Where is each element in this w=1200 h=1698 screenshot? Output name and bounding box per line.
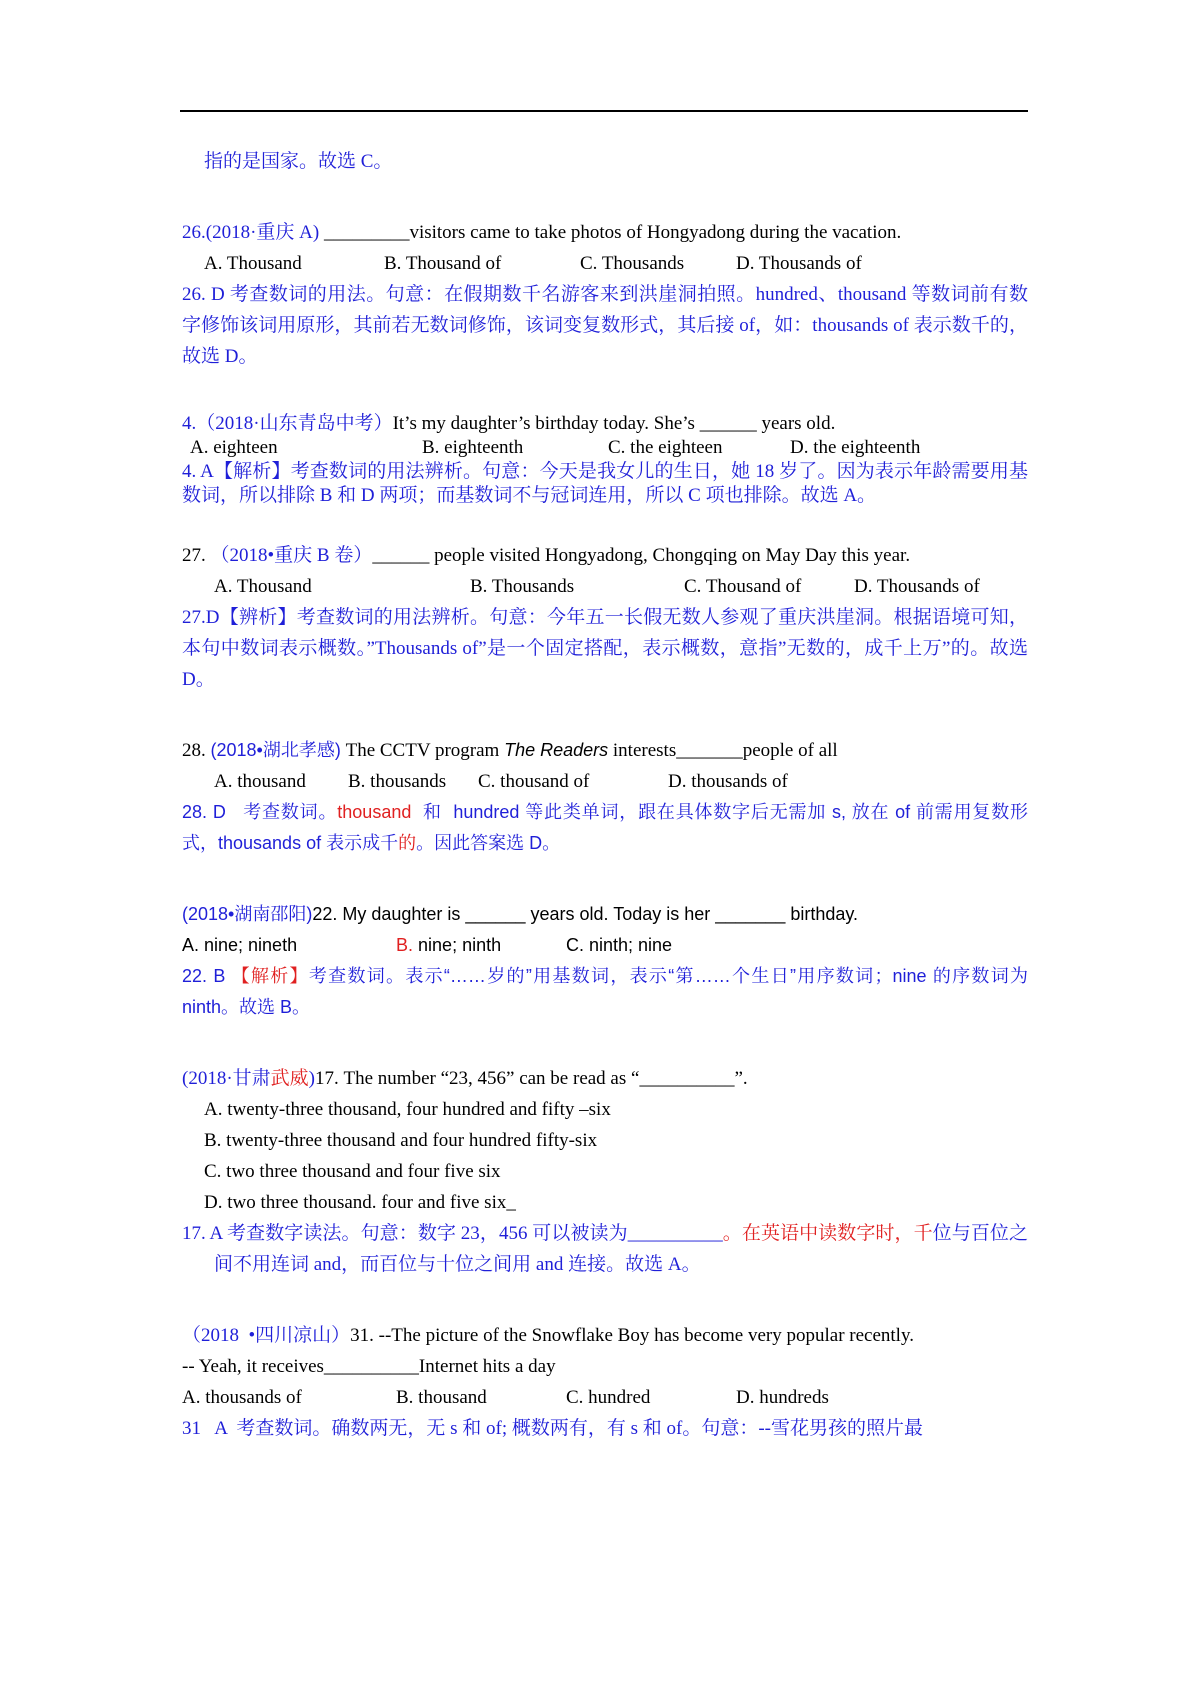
q28-stem	[182, 735, 1028, 766]
q26-option-b: B. Thousand of	[384, 253, 502, 274]
q4-option-b: B. eighteenth	[422, 437, 524, 458]
q22-option-b-text: nine; ninth	[413, 935, 502, 955]
q26-answer: 26. D 考查数词的用法。句意：在假期数千名游客来到洪崖洞拍照。hundred、thousand 等数词前有数字修饰该词用原形，其前若无数词修饰，该词变复数形式，其后接 of，如：thousands of 表示数千的，故选 D。	[182, 284, 1028, 367]
q17-option-d: D. two three thousand. four and five six_	[204, 1192, 516, 1213]
q17-stem	[182, 1063, 1028, 1094]
q22-option-b-letter: B.	[396, 935, 414, 955]
q4-option-a: A. eighteen	[190, 437, 278, 458]
header-rule	[180, 110, 1028, 112]
q27-source: （2018•重庆 B 卷）	[210, 545, 373, 566]
q17-text: 17. The number “23, 456” can be read as “__________”.	[315, 1068, 748, 1089]
q4-option-d: D. the eighteenth	[790, 437, 921, 458]
q28-option-d: D. thousands of	[668, 771, 788, 792]
q17-answer	[182, 1218, 1028, 1280]
q28-source: (2018•湖北孝感)	[210, 740, 341, 760]
q17-option-c: C. two three thousand and four five six	[204, 1161, 501, 1182]
q22-option-a: A. nine; nineth	[182, 935, 298, 955]
q27-options	[182, 571, 1028, 602]
q31-option-c: C. hundred	[566, 1387, 651, 1408]
q17-source-post: )	[308, 1068, 315, 1089]
q22-answer-post: 考查数词。表示“……岁的”用基数词，表示“第……个生日”用序数词；nine 的序数词为 ninth。故选 B。	[182, 966, 1034, 1017]
q27-text: ______ people visited Hongyadong, Chongqing on May Day this year.	[372, 545, 911, 566]
q31-stem	[182, 1320, 1028, 1351]
q28-answer-mid: 和 hundred 等此类单词，跟在具体数字后无需加 s, 放在 of 前需用复数形式，thousands of 表示成千	[182, 802, 1029, 853]
q31-option-d: D. hundreds	[736, 1387, 829, 1408]
q4-stem	[182, 412, 1028, 436]
q28-option-c: C. thousand of	[478, 771, 590, 792]
q31-option-b: B. thousand	[396, 1387, 487, 1408]
q27-option-b: B. Thousands	[470, 576, 575, 597]
q28-answer-pre: 28. D 考查数词。	[182, 802, 338, 822]
q17-source-pre: (2018·甘肃	[182, 1068, 271, 1089]
q22-stem	[182, 899, 1028, 930]
q31-reply: -- Yeah, it receives__________Internet hits a day	[182, 1356, 556, 1377]
q28-option-a: A. thousand	[214, 771, 306, 792]
q27-option-a: A. Thousand	[214, 576, 312, 597]
q31-answer: 31 A 考查数词。确数两无，无 s 和 of; 概数两有，有 s 和 of。句意：--雪花男孩的照片最	[182, 1418, 924, 1439]
q28-options	[182, 766, 1028, 797]
q26-text: _________visitors came to take photos of Hongyadong during the vacation.	[319, 222, 902, 243]
q22-text: 22. My daughter is ______ years old. Today is her _______ birthday.	[312, 904, 859, 924]
q4-answer: 4. A【解析】考查数词的用法辨析。句意：今天是我女儿的生日，她 18 岁了。因为表示年龄需要用基数词，所以排除 B 和 D 两项；而基数词不与冠词连用，所以 C 项也排除。故选 A。	[182, 461, 1028, 506]
q4-options	[182, 436, 1028, 460]
q26-stem	[182, 217, 1028, 248]
q4-text: It’s my daughter’s birthday today. She’s ______ years old.	[392, 413, 836, 434]
q31-option-a: A. thousands of	[182, 1387, 302, 1408]
q26-option-a: A. Thousand	[204, 253, 302, 274]
q26-source: 26.(2018·重庆 A)	[182, 222, 320, 243]
q31-text: 31. --The picture of the Snowflake Boy has become very popular recently.	[350, 1325, 914, 1346]
q17-answer-post: 位与百位之间不用连词 and，而百位与十位之间用 and 连接。故选 A。	[214, 1223, 1028, 1275]
q17-answer-pre: 17. A 考查数字读法。句意：数字 23，456 可以被读为__________	[182, 1223, 723, 1244]
top-note: 指的是国家。故选 C。	[204, 151, 393, 172]
q28-program-title: The Readers	[504, 740, 609, 760]
q4-source: 4.（2018·山东青岛中考）	[182, 413, 393, 434]
q26-option-d: D. Thousands of	[736, 253, 862, 274]
q27-answer: 27.D【辨析】考查数词的用法辨析。句意：今年五一长假无数人参观了重庆洪崖洞。根据语境可知，本句中数词表示概数。”Thousands of”是一个固定搭配，表示概数，意指”无数的，成千上万”的。故选 D。	[182, 607, 1033, 690]
q28-text-post: interests_______people of all	[608, 740, 838, 761]
q27-option-d: D. Thousands of	[854, 576, 980, 597]
q28-number: 28.	[182, 740, 211, 761]
q17-option-a: A. twenty-three thousand, four hundred and fifty –six	[204, 1099, 611, 1120]
q28-answer-post: 。因此答案选 D。	[416, 833, 561, 853]
q22-answer-red: 【解析】	[231, 966, 309, 986]
q31-options	[182, 1382, 1028, 1413]
q4-option-c: C. the eighteen	[608, 437, 723, 458]
q17-option-b: B. twenty-three thousand and four hundred fifty-six	[204, 1130, 598, 1151]
q27-number: 27.	[182, 545, 211, 566]
q28-option-b: B. thousands	[348, 771, 447, 792]
q28-answer-red1: thousand	[337, 802, 412, 822]
q26-options	[182, 248, 1028, 279]
q27-stem	[182, 540, 1028, 571]
q28-answer	[182, 797, 1028, 859]
q17-source-red: 武威	[270, 1068, 309, 1089]
document-page	[182, 146, 1034, 1444]
q22-option-c: C. ninth; nine	[566, 935, 673, 955]
q22-source: (2018•湖南邵阳)	[182, 904, 313, 924]
q22-options	[182, 930, 1028, 961]
q28-answer-red2: 的	[398, 833, 417, 853]
q17-answer-red: 。在英语中读数字时，千	[722, 1223, 933, 1244]
q22-answer	[182, 961, 1034, 1023]
q22-answer-pre: 22. B	[182, 966, 232, 986]
q26-option-c: C. Thousands	[580, 253, 685, 274]
q31-source: （2018 •四川凉山）	[182, 1325, 351, 1346]
q22-option-b	[396, 930, 566, 961]
q27-option-c: C. Thousand of	[684, 576, 802, 597]
q28-text-pre: The CCTV program	[340, 740, 505, 761]
